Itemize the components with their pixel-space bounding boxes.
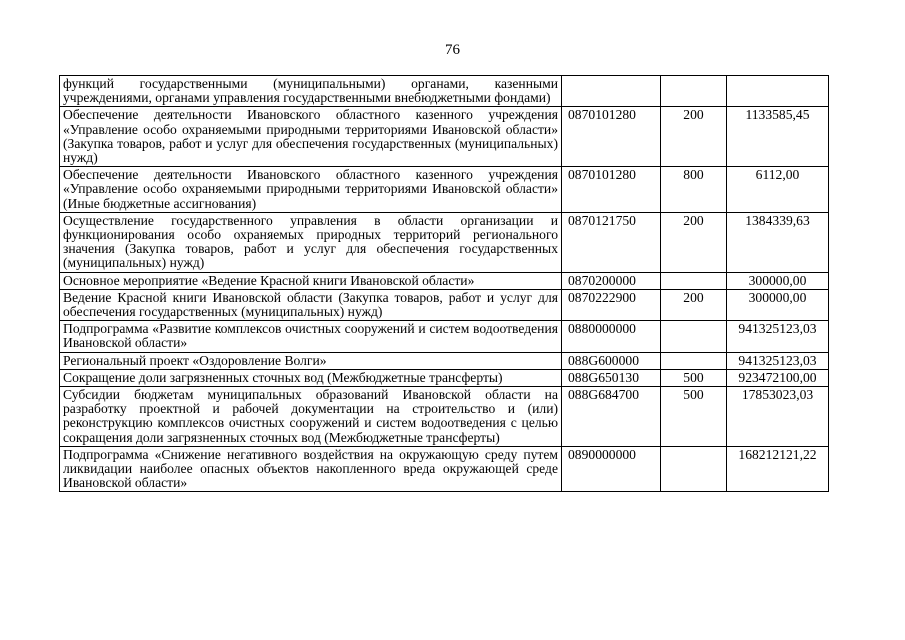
row-target-code: [562, 76, 661, 107]
row-target-code: 0870200000: [562, 272, 661, 289]
table-row: [60, 387, 829, 447]
row-description: Сокращение доли загрязненных сточных вод (Межбюджетные трансферты): [60, 369, 562, 386]
row-description: Подпрограмма «Снижение негативного воздействия на окружающую среду путем ликвидации наиболее опасных объектов накопленного вреда окружающей среде Ивановской области»: [60, 446, 562, 492]
row-description: Основное мероприятие «Ведение Красной книги Ивановской области»: [60, 272, 562, 289]
row-description: Подпрограмма «Развитие комплексов очистных сооружений и систем водоотведения Ивановской области»: [60, 321, 562, 352]
row-expense-type: 200: [661, 212, 727, 272]
row-target-code: 0890000000: [562, 446, 661, 492]
row-target-code: 088G650130: [562, 369, 661, 386]
table-row: [60, 167, 829, 213]
row-description: Осуществление государственного управления в области организации и функционирования особо охраняемых природных территорий регионального значения (Закупка товаров, работ и услуг для обеспечения государственных (муниципальных) нужд): [60, 212, 562, 272]
table-row: [60, 446, 829, 492]
row-amount: 1384339,63: [727, 212, 829, 272]
row-expense-type: [661, 352, 727, 369]
row-amount: 6112,00: [727, 167, 829, 213]
row-amount: [727, 76, 829, 107]
row-expense-type: 500: [661, 369, 727, 386]
row-amount: 17853023,03: [727, 387, 829, 447]
row-target-code: 088G684700: [562, 387, 661, 447]
row-description: Ведение Красной книги Ивановской области (Закупка товаров, работ и услуг для обеспечения государственных (муниципальных) нужд): [60, 289, 562, 320]
table-row: [60, 369, 829, 386]
row-target-code: 088G600000: [562, 352, 661, 369]
row-amount: 168212121,22: [727, 446, 829, 492]
row-target-code: 0870101280: [562, 167, 661, 213]
row-description: Обеспечение деятельности Ивановского областного казенного учреждения «Управление особо охраняемыми природными территориями Ивановской области» (Иные бюджетные ассигнования): [60, 167, 562, 213]
row-expense-type: [661, 76, 727, 107]
row-target-code: 0870101280: [562, 107, 661, 167]
table-row: [60, 272, 829, 289]
row-description: функций государственными (муниципальными) органами, казенными учреждениями, органами управления государственными внебюджетными фондами): [60, 76, 562, 107]
row-amount: 923472100,00: [727, 369, 829, 386]
page-number: 76: [445, 42, 460, 58]
row-description: Обеспечение деятельности Ивановского областного казенного учреждения «Управление особо охраняемыми природными территориями Ивановской области» (Закупка товаров, работ и услуг для обеспечения государственных (муниципальных) нужд): [60, 107, 562, 167]
row-description: Региональный проект «Оздоровление Волги»: [60, 352, 562, 369]
row-expense-type: [661, 272, 727, 289]
row-amount: 941325123,03: [727, 352, 829, 369]
row-amount: 1133585,45: [727, 107, 829, 167]
table-row: [60, 76, 829, 107]
row-amount: 941325123,03: [727, 321, 829, 352]
row-expense-type: [661, 446, 727, 492]
table-row: [60, 321, 829, 352]
row-amount: 300000,00: [727, 289, 829, 320]
row-amount: 300000,00: [727, 272, 829, 289]
table-row: [60, 352, 829, 369]
row-expense-type: [661, 321, 727, 352]
row-expense-type: 200: [661, 107, 727, 167]
row-description: Субсидии бюджетам муниципальных образований Ивановской области на разработку проектной и рабочей документации на строительство и (или) реконструкцию комплексов очистных сооружений и систем водоотведения с целью сокращения доли загрязненных сточных вод (Межбюджетные трансферты): [60, 387, 562, 447]
row-target-code: 0880000000: [562, 321, 661, 352]
row-expense-type: 800: [661, 167, 727, 213]
table-row: [60, 212, 829, 272]
row-expense-type: 500: [661, 387, 727, 447]
table-row: [60, 289, 829, 320]
budget-table: [59, 75, 829, 492]
row-expense-type: 200: [661, 289, 727, 320]
table-row: [60, 107, 829, 167]
row-target-code: 0870121750: [562, 212, 661, 272]
row-target-code: 0870222900: [562, 289, 661, 320]
